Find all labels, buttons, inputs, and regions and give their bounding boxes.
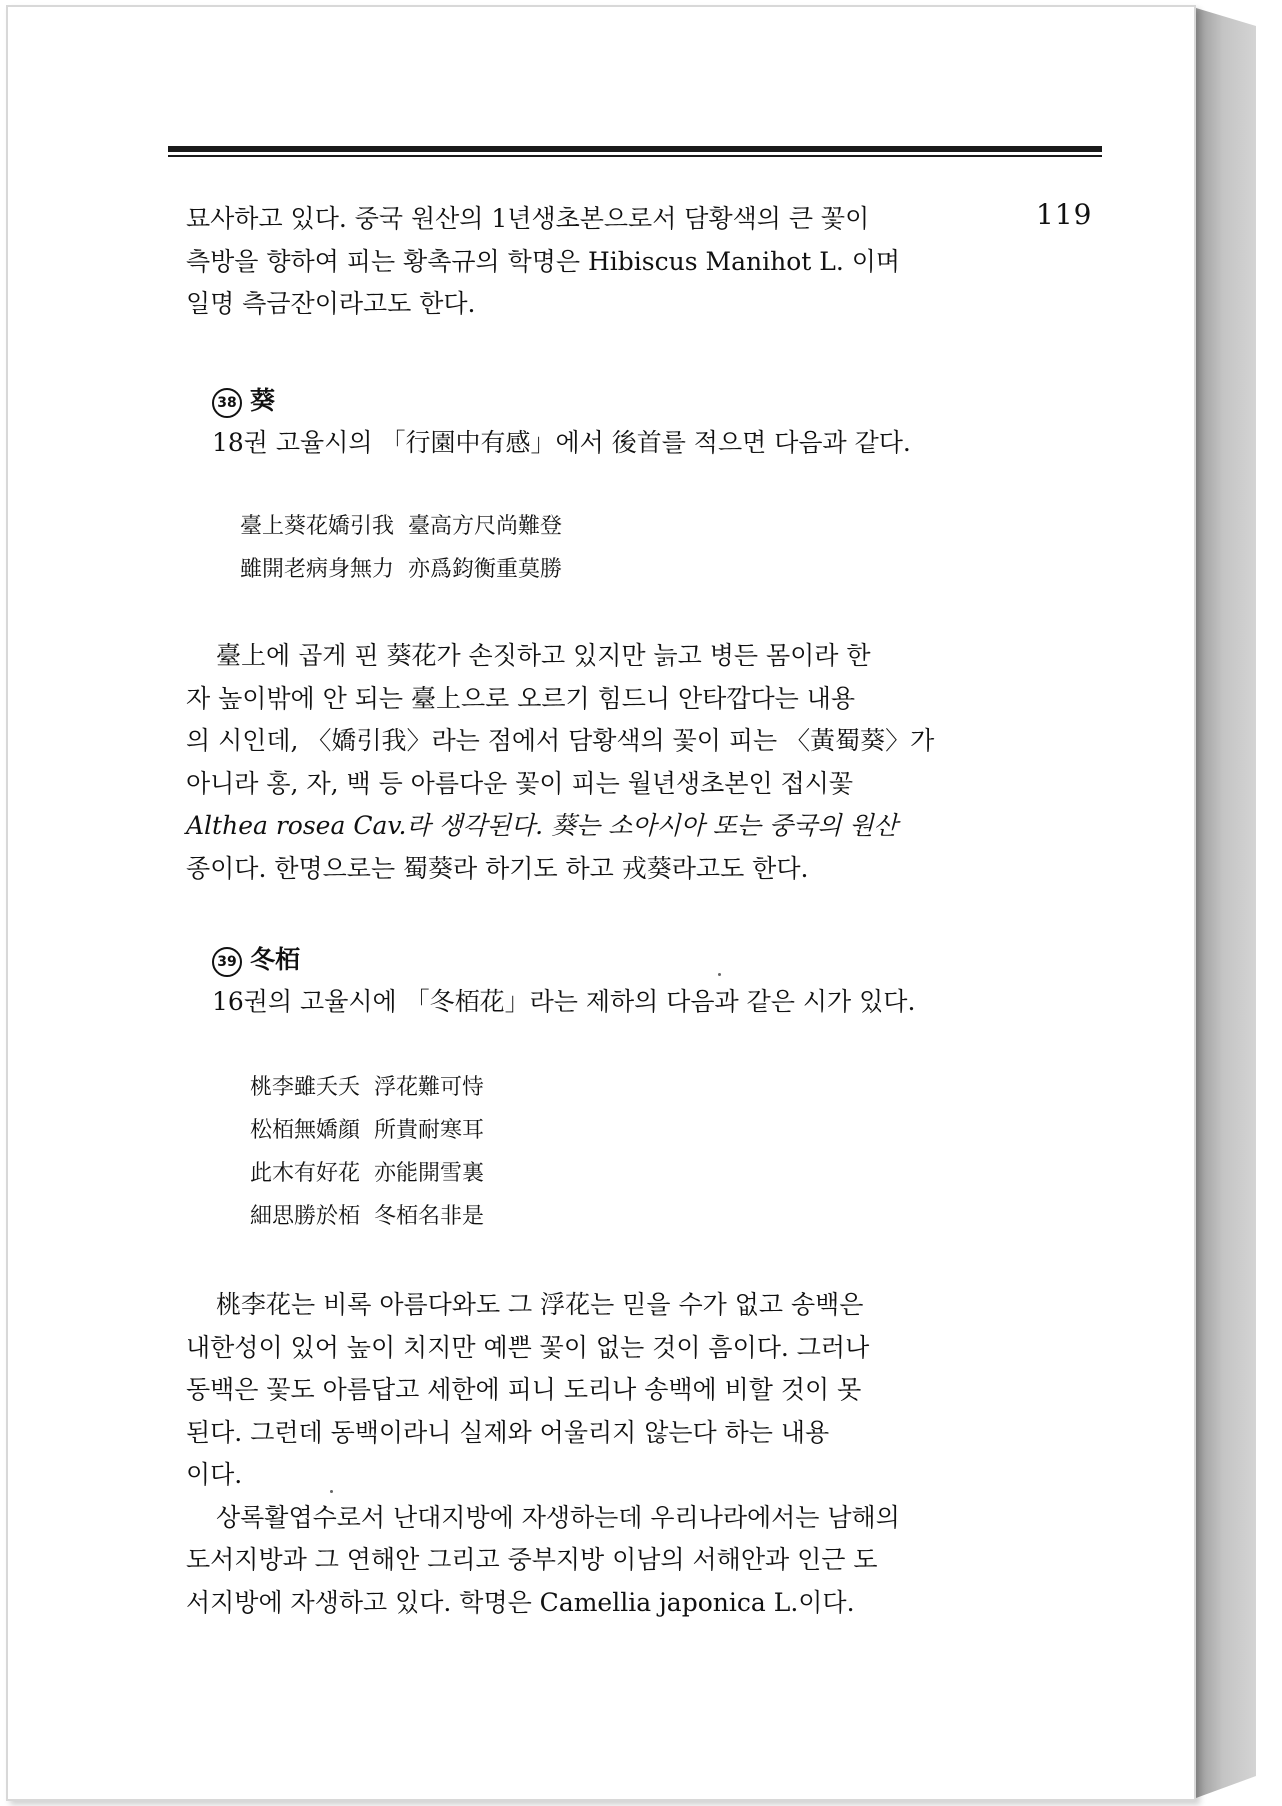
header-rule	[168, 146, 1102, 152]
text-line: 도서지방과 그 연해안 그리고 중부지방 이남의 서해안과 인근 도	[186, 1545, 878, 1574]
intro-paragraph	[186, 198, 956, 326]
print-speck	[330, 1490, 333, 1493]
text-line: 상록활엽수로서 난대지방에 자생하는데 우리나라에서는 남해의	[216, 1502, 900, 1532]
verse-line: 此木有好花 亦能開雪裏	[250, 1161, 484, 1186]
text-line: 의 시인데, 〈嬌引我〉라는 점에서 담황색의 꽃이 피는 〈黃蜀葵〉가	[186, 726, 935, 755]
text-line: 된다. 그런데 동백이라니 실제와 어울리지 않는다 하는 내용	[186, 1417, 830, 1447]
verse-line: 雖開老病身無力 亦爲鈞衡重莫勝	[240, 557, 562, 582]
text-line: 桃李花는 비록 아름다와도 그 浮花는 믿을 수가 없고 송백은	[216, 1290, 864, 1319]
circled-number: 38	[212, 388, 242, 418]
header-rule-thin	[168, 155, 1102, 157]
section39-body	[186, 1284, 956, 1624]
text-line: 묘사하고 있다. 중국 원산의 1년생초본으로서 담황색의 큰 꽃이	[186, 204, 870, 233]
text-line: 臺上에 곱게 핀 葵花가 손짓하고 있지만 늙고 병든 몸이라 한	[216, 641, 871, 670]
verse-line: 松栢無嬌顔 所貴耐寒耳	[250, 1118, 484, 1143]
text-line: 16권의 고율시에 「冬栢花」라는 제하의 다음과 같은 시가 있다.	[212, 987, 916, 1016]
text-line: 내한성이 있어 높이 치지만 예쁜 꽃이 없는 것이 흠이다. 그러나	[186, 1332, 870, 1362]
text-line: 동백은 꽃도 아름답고 세한에 피니 도리나 송백에 비할 것이 못	[186, 1375, 862, 1404]
section-title: 葵	[250, 386, 276, 415]
text-line: 서지방에 자생하고 있다. 학명은 Camellia japonica L.이다.	[186, 1587, 855, 1617]
book-spine-edge	[1196, 8, 1256, 1798]
section38-body	[186, 635, 956, 890]
verse-line: 臺上葵花嬌引我 臺高方尺尚難登	[240, 514, 562, 539]
section-heading-38	[212, 381, 275, 418]
text-line: 아니라 홍, 자, 백 등 아름다운 꽃이 피는 월년생초본인 접시꽃	[186, 768, 854, 798]
verse-line: 細思勝於栢 冬栢名非是	[250, 1204, 484, 1229]
text-line: 이다.	[186, 1460, 243, 1489]
text-line: Althea rosea Cav.라 생각된다. 葵는 소아시아 또는 중국의 원산	[186, 811, 898, 840]
text-line: 측방을 향하여 피는 황촉규의 학명은 Hibiscus Manihot L. 이며	[186, 246, 901, 276]
print-speck	[718, 973, 721, 976]
text-line: 18권 고율시의 「行園中有感」에서 後首를 적으면 다음과 같다.	[212, 428, 911, 457]
verse-line: 桃李雖夭夭 浮花難可恃	[250, 1075, 484, 1100]
section38-verse	[240, 505, 562, 591]
section-title: 冬栢	[250, 945, 301, 974]
section39-intro	[212, 981, 972, 1024]
page-number: 119	[1036, 198, 1093, 231]
section38-intro	[212, 422, 972, 465]
section-heading-39	[212, 940, 300, 977]
text-line: 일명 측금잔이라고도 한다.	[186, 289, 476, 318]
text-line: 자 높이밖에 안 되는 臺上으로 오르기 힘드니 안타깝다는 내용	[186, 683, 856, 713]
text-line: 종이다. 한명으로는 蜀葵라 하기도 하고 戎葵라고도 한다.	[186, 853, 809, 883]
section39-verse	[250, 1066, 484, 1238]
circled-number: 39	[212, 947, 242, 977]
